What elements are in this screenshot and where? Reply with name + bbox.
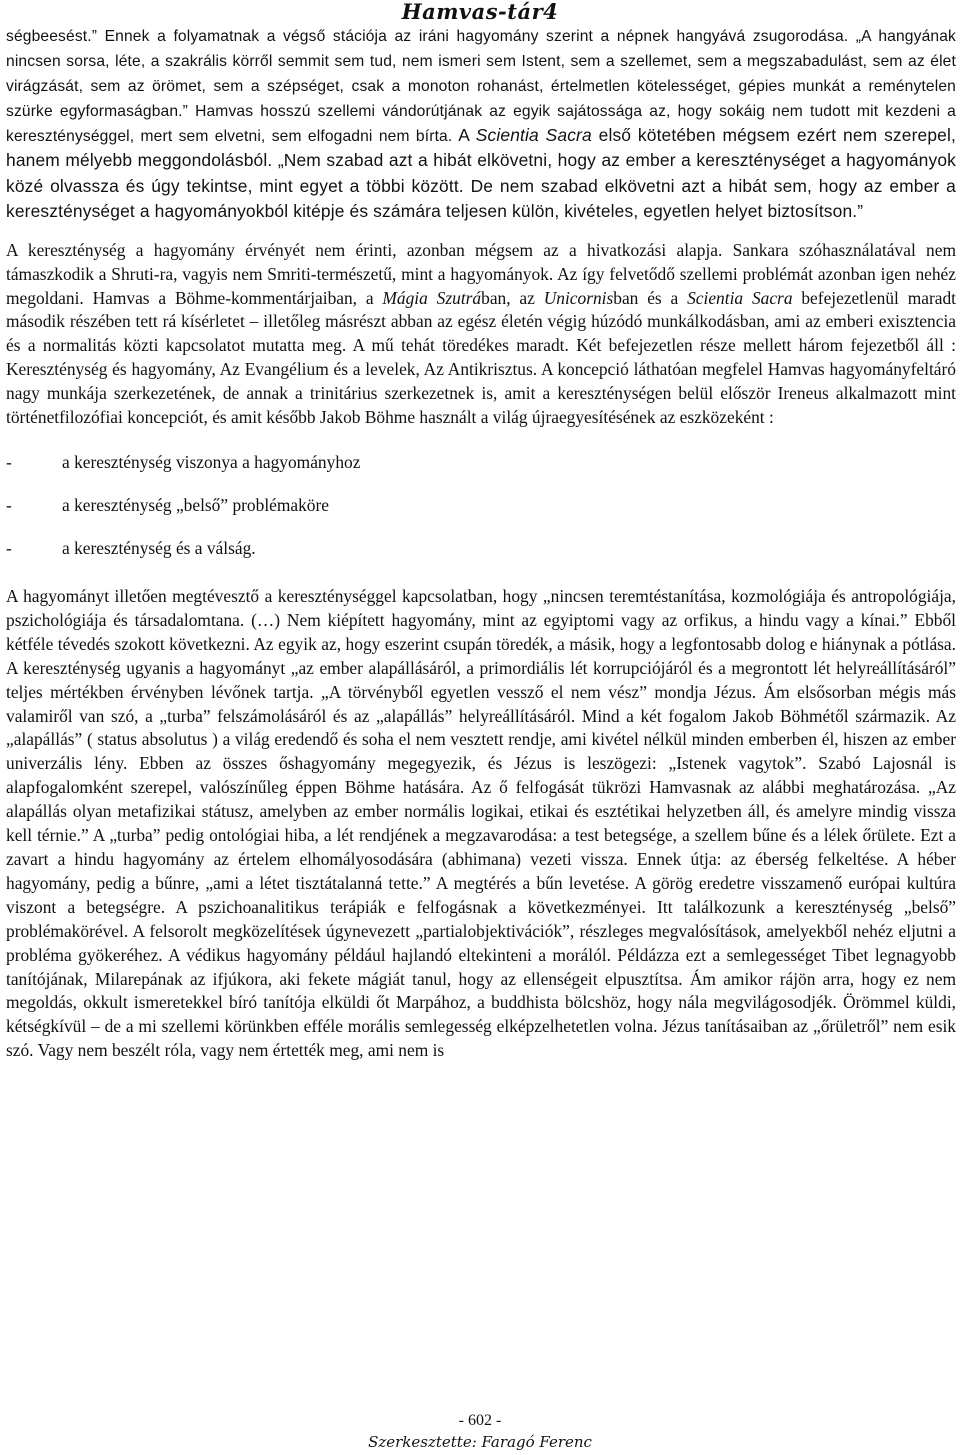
- list-item-text: a kereszténység és a válság.: [62, 538, 256, 558]
- list-item-text: a kereszténység „belső” problémaköre: [62, 495, 330, 515]
- document-body: [6, 24, 956, 1063]
- list-item: [6, 536, 956, 579]
- page-header-title: Hamvas-tár4: [401, 0, 559, 24]
- paragraph-2-text-d: befejezetlenül maradt második részében tett rá kísérletet – illetőleg másrészt abban az egész életén végig húzódó munkálkodásban, ami az emberi exisztencia és a normalitás közti kapcsolatot mutatta meg. A mű tehát töredékes maradt. Két befejezetlen része mellett három fejezetből áll : Kereszténység és hagyomány, Az Evangélium és a levelek, Az Antikrisztus. A koncepció láthatóan megfelel Hamvas hagyományfeltáró nagy munkája szerkezetének, de annak a trinitárius szerkezetnek is, amit a kereszténységen belül először Ireneus alkalmazott mint történetfilozófiai koncepciót, és amit később Jakob Böhme használt a világ újraegyesítésének az eszközeként :: [6, 287, 956, 428]
- editor-credit: Szerkesztette: Faragó Ferenc: [368, 1433, 592, 1451]
- list-item: [6, 493, 956, 536]
- paragraph-2-text-b: ban, az: [481, 287, 544, 308]
- list-dash: -: [6, 538, 12, 558]
- list-dash: -: [6, 495, 12, 515]
- paragraph-1-text-c: első kötetében mégsem ezért nem szerepel, hanem mélyebb meggondolásból. „Nem szabad azt a hibát elkövetni, hogy az ember a kereszténységet a hagyományok közé olvassza és úgy tekintse, mint egyet a többi között. De nem szabad elkövetni azt a hibát sem, hogy az ember a kereszténységet a hagyományokból kitépje és számára teljesen külön, kivételes, egyetlen helyet biztosítson.”: [6, 125, 957, 221]
- paragraph-2-book-title-1: Mágia Szutrá: [382, 287, 482, 308]
- paragraph-2-text-a: A kereszténység a hagyomány érvényét nem érinti, azonban mégsem az a hivatkozási alapja. Sankara szóhasználatával nem támaszkodik a Shruti-ra, vagyis nem Smriti-természetű, mint a hagyományok. Az így felvetődő szellemi problémát azonban igen nehéz megoldani. Hamvas a Böhme-kommentárjaiban, a: [6, 239, 956, 308]
- paragraph-1-text-b: A: [452, 125, 476, 146]
- list-dash: -: [6, 452, 12, 472]
- paragraph-1-book-title: Scientia Sacra: [475, 125, 592, 146]
- paragraph-2-text-c: ban és a: [613, 287, 688, 308]
- page-number: - 602 -: [458, 1412, 502, 1429]
- paragraph-2-book-title-2: Unicornis: [543, 287, 614, 308]
- paragraph-3: A hagyományt illetően megtévesztő a kereszténységgel kapcsolatban, hogy „nincsen teremtéstanítása, kozmológiája és antropológiája, pszichológiája és társadalomtana. (…) Nem kiépített hagyomány, mint az egyiptomi vagy az orfikus, a hindu vagy a kínai.” Ebből kétféle tévedés szokott következni. Az egyik az, hogy eszerint csupán töredék, a másik, hogy a legfontosabb dolog e hiánynak a pótlása. A kereszténység ugyanis a hagyományt „az ember alapállásáról, a primordiális lét korrupciójáról és a megrontott lét helyreállításáról” teljes mértékben érvényben lévőnek tartja. „A törvényből egyetlen vessző el nem vész” mondja Jézus. Ám elsősorban mégis más valamiről van szó, a „turba” felszámolásáról és az „alapállás” helyreállításáról. Mind a két fogalom Jakob Böhmétől származik. Az „alapállás” ( status absolutus ) a világ eredendő és soha el nem vesztett rendje, ami kivétel nélkül minden emberben él, hiszen az ember univerzális lény. Ebben az összes őshagyomány megegyezik, és Jézus is leszögezi: „Istenek vagytok”. Szabó Lajosnál is alapfogalomként szerepel, valószínűleg éppen Böhme hatására. Az ő felfogását tükrözi Hamvasnak az alábbi meghatározása. „Az alapállás olyan metafizikai státusz, amelyben az ember normális logikai, etikai és esztétikai helyzetben áll, és amelyre mindig vissza kell térnie.” A „turba” pedig ontológiai hiba, a lét rendjének a megzavarodása: a test betegsége, a szellem bűne és a lélek őrülete. Ezt a zavart a hindu hagyomány az értelem elhomályosodására (abhimana) vezeti vissza. Ennek útja: az éberség felkeltése. A héber hagyomány, pedig a bűnre, „ami a létet tisztátalanná tette.” A megtérés a bűn levetése. A görög eredetre visszamenő európai kultúra viszont a betegségre. A pszichoanalitikus terápiák e felfogásnak a következményei. Itt találkozunk a kereszténység „belső” problémakörével. A felsorolt megközelítések úgynevezett „partialobjektivációk”, részleges megvalósítások, amelyekből nehéz eljutni a probléma gyökeréhez. A védikus hagyomány például hajlandó eltekinteni a morálól. Példázza ezt a semlegességet Tibet legnagyobb tanítójának, Milarepának az ifjúkora, aki fekete mágiát tanul, hogy az ellenségeit elpusztítsa. Ám amikor rájön arra, hogy ez nem megoldás, okkult ismeretekkel bíró tanítója elküldi őt Marpához, a buddhista bölcshöz, hogy nála megvilágosodjék. Örömmel küldi, kétségkívül – de a mi szellemi körünkben efféle morális semlegesség elképzelhetetlen volna. Jézus tanításaiban az „őrületről” nem esik szó. Vagy nem beszélt róla, vagy nem értették meg, ami nem is: [6, 586, 956, 1061]
- paragraph-2-book-title-3: Scientia Sacra: [687, 287, 793, 308]
- paragraph-2: [6, 239, 956, 430]
- paragraph-1: [6, 24, 956, 225]
- topic-list: [6, 450, 956, 579]
- paragraph-1-text-a: ségbeesést.” Ennek a folyamatnak a végső stációja az iráni hagyomány szerint a népnek hangyává zsugorodása. „A hangyának nincsen sorsa, léte, a szakrális körről semmit sem tud, nem ismeri sem Istent, sem a szellemet, sem a megszabadulást, sem az élet virágzását, sem az örömet, sem a szépséget, csak a monoton rohanást, értelmetlen kötelességet, gépies munkát a reménytelen szürke egyformaságban.” Hamvas hosszú szellemi vándorútjának az egyik sajátossága az, hogy sokáig nem tudott mit kezdeni a kereszténységgel, mert sem elvetni, sem elfogadni nem bírta.: [6, 28, 956, 146]
- list-item-text: a kereszténység viszonya a hagyományhoz: [62, 452, 361, 472]
- list-item: [6, 450, 956, 493]
